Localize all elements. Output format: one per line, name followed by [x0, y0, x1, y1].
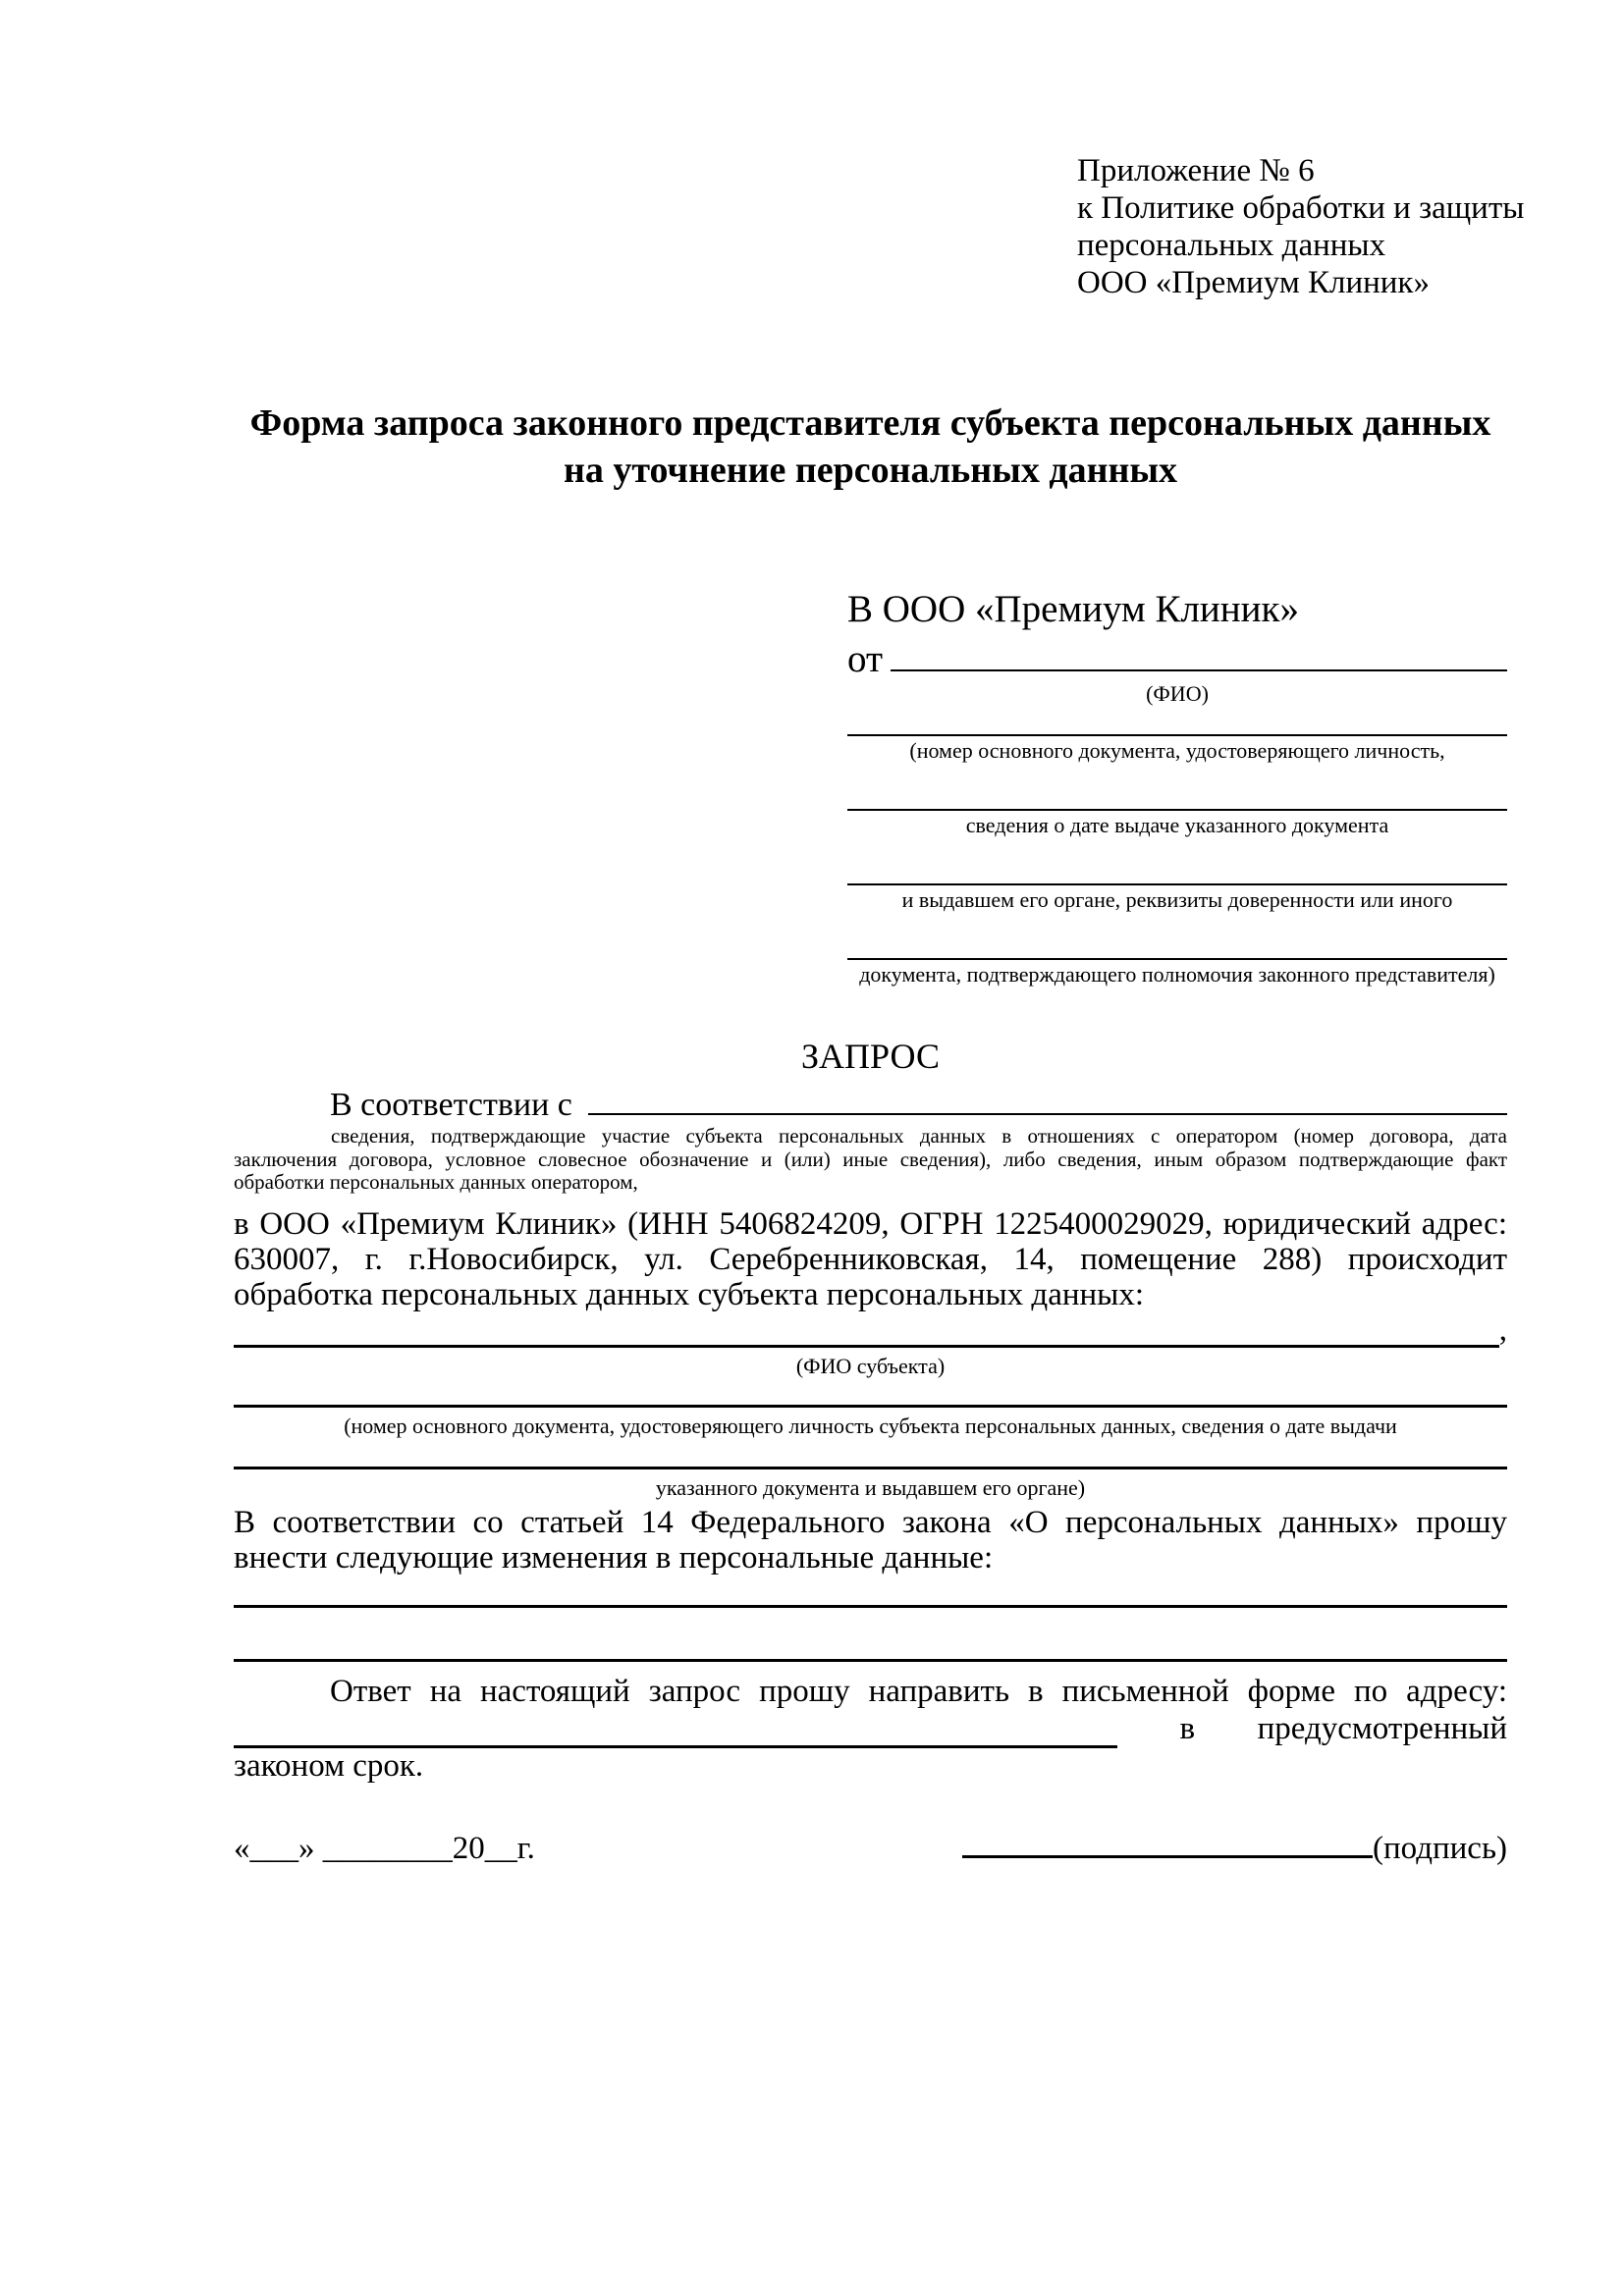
addressee-to: В ООО «Премиум Клиник» — [847, 588, 1299, 630]
form-title-line-2: на уточнение персональных данных — [563, 450, 1178, 491]
representative-fio-blank-line[interactable] — [891, 631, 1507, 671]
basis-blank-line[interactable] — [588, 1080, 1507, 1115]
appendix-line: Приложение № 6 — [1077, 153, 1315, 188]
fine-print-note — [234, 1125, 1507, 1195]
changes-blank-line-2[interactable] — [234, 1608, 1507, 1662]
date-signature-row — [234, 1823, 1507, 1868]
answer-line-3-wrap — [234, 1748, 1507, 1784]
law-paragraph-line-1: В соответствии со статьей 14 Федерального закона «О персональных данных» прошу — [234, 1504, 1507, 1540]
signature-group — [962, 1823, 1507, 1868]
law-paragraph-line-2: внести следующие изменения в персональные данные: — [234, 1539, 994, 1575]
representative-doc-blank-line-1[interactable] — [847, 707, 1507, 736]
subject-doc-caption-2: указанного документа и выдавшем его органе) — [655, 1474, 1086, 1500]
representative-doc-caption-4: документа, подтверждающего полномочия законного представителя) — [859, 962, 1495, 987]
subject-fio-caption: (ФИО субъекта) — [795, 1353, 946, 1378]
fio-caption: (ФИО) — [1146, 681, 1209, 706]
representative-doc-field-2 — [847, 764, 1507, 838]
request-heading: ЗАПРОС — [801, 1037, 940, 1076]
document-content — [234, 152, 1525, 1868]
representative-doc-caption-3: и выдавшем его органе, реквизиты доверенности или иного — [901, 887, 1453, 912]
answer-line-1: Ответ на настоящий запрос прошу направить в письменной форме по адресу: — [330, 1673, 1507, 1709]
from-label: от — [847, 638, 884, 680]
subject-fio-blank-line[interactable] — [234, 1315, 1499, 1348]
representative-doc-field-4 — [847, 913, 1507, 988]
subject-fio-row — [234, 1312, 1507, 1348]
answer-paragraph — [234, 1674, 1507, 1709]
form-title — [234, 400, 1507, 494]
representative-doc-blank-line-3[interactable] — [847, 838, 1507, 885]
operator-paragraph-line-3: обработка персональных данных субъекта персональных данных: — [234, 1276, 1144, 1312]
representative-doc-field-3 — [847, 838, 1507, 913]
appendix-line: к Политике обработки и защиты — [1077, 190, 1525, 226]
signature-caption: (подпись) — [1373, 1830, 1507, 1866]
subject-doc-blank-line-2[interactable] — [234, 1439, 1507, 1469]
addressee-block — [847, 588, 1507, 988]
operator-paragraph-line-1: в ООО «Премиум Клиник» (ИНН 5406824209, ОГРН 1225400029029, юридический адрес: — [234, 1205, 1507, 1242]
operator-paragraph — [234, 1206, 1507, 1312]
fine-print-line-2: заключения договора, условное словесное обозначение и (или) иные сведения), либо сведения, иным образом подтверждающие факт — [234, 1147, 1507, 1171]
trailing-comma: , — [1498, 1311, 1507, 1348]
fine-print-line-3: обработки персональных данных оператором, — [234, 1170, 638, 1194]
intro-row — [234, 1080, 1507, 1125]
fine-print-line-1: сведения, подтверждающие участие субъекта персональных данных в отношениях с оператором (номер договора, дата — [331, 1124, 1507, 1148]
date-blank-line[interactable]: «___» ________20__г. — [234, 1830, 535, 1866]
answer-address-blank-line[interactable] — [234, 1712, 1117, 1748]
answer-line-3: законом срок. — [234, 1747, 424, 1784]
signature-blank-line[interactable] — [962, 1823, 1373, 1858]
appendix-line: ООО «Премиум Клиник» — [1077, 265, 1430, 300]
answer-word-in: в — [1179, 1710, 1196, 1746]
appendix-line: персональных данных — [1077, 228, 1386, 263]
from-row — [847, 631, 1507, 681]
changes-blank-line-1[interactable] — [234, 1575, 1507, 1608]
answer-word-stipulated: предусмотренный — [1257, 1710, 1507, 1746]
subject-doc-blank-line-1[interactable] — [234, 1379, 1507, 1408]
law-paragraph — [234, 1505, 1507, 1575]
appendix-note — [1077, 152, 1525, 301]
form-title-line-1: Форма запроса законного представителя субъекта персональных данных — [249, 402, 1491, 444]
representative-doc-caption-1: (номер основного документа, удостоверяющего личность, — [909, 738, 1445, 763]
representative-doc-caption-2: сведения о дате выдаче указанного документа — [965, 813, 1389, 837]
subject-doc-caption-1: (номер основного документа, удостоверяющего личность субъекта персональных данных, сведения о дате выдачи — [344, 1413, 1397, 1438]
intro-lead: В соответствии с — [330, 1087, 581, 1123]
representative-doc-blank-line-4[interactable] — [847, 913, 1507, 960]
representative-doc-field-1 — [847, 707, 1507, 764]
answer-address-row — [234, 1709, 1507, 1748]
representative-doc-blank-line-2[interactable] — [847, 764, 1507, 811]
operator-paragraph-line-2: 630007, г. г.Новосибирск, ул. Серебренниковская, 14, помещение 288) происходит — [234, 1241, 1507, 1277]
